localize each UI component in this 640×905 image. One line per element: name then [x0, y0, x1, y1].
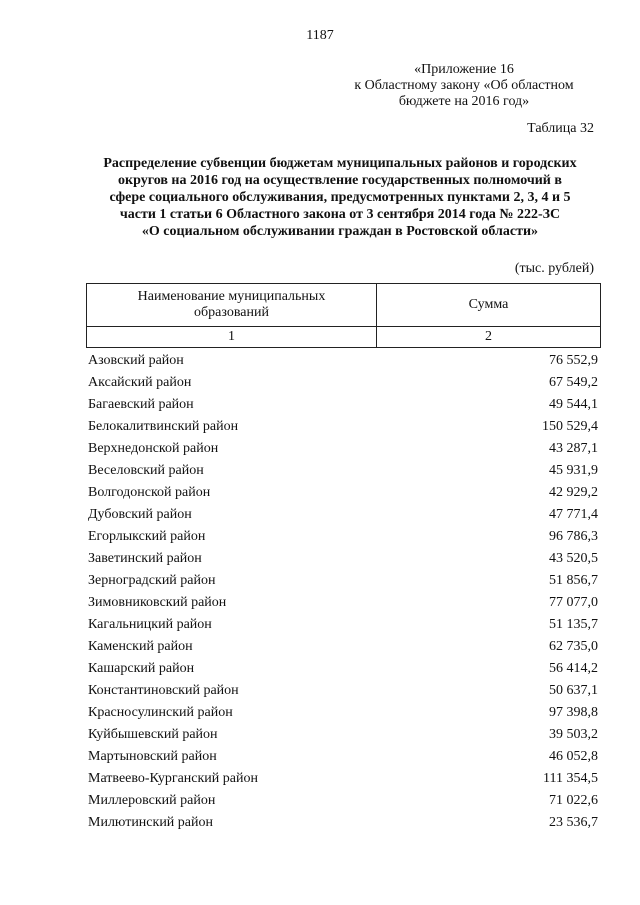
- table-row: [88, 680, 598, 702]
- municipality-name: Дубовский район: [88, 507, 192, 522]
- subsidy-amount: 23 536,7: [549, 815, 598, 830]
- appendix-line: бюджете на 2016 год»: [398, 94, 530, 109]
- municipality-name: Кагальницкий район: [88, 617, 212, 632]
- subsidy-amount: 46 052,8: [549, 749, 598, 764]
- subsidy-amount: 43 520,5: [549, 551, 598, 566]
- column-header-name: [87, 284, 377, 327]
- subsidy-amount: 43 287,1: [549, 441, 598, 456]
- table-row: [88, 416, 598, 438]
- appendix-line: «Приложение 16: [414, 62, 514, 77]
- municipality-name: Волгодонской район: [88, 485, 211, 500]
- table-header: [86, 283, 601, 348]
- title-line: Распределение субвенции бюджетам муниципальных районов и городских: [103, 156, 577, 171]
- column-header-line: Наименование муниципальных: [137, 289, 326, 304]
- subsidy-amount: 76 552,9: [549, 353, 598, 368]
- table-label: Таблица 32: [527, 121, 594, 136]
- table-row: [88, 548, 598, 570]
- subsidy-amount: 150 529,4: [542, 419, 598, 434]
- table-row: [88, 570, 598, 592]
- title-line: «О социальном обслуживании граждан в Ростовской области»: [141, 224, 539, 239]
- municipality-name: Азовский район: [88, 353, 184, 368]
- table-row: [88, 504, 598, 526]
- table-body: [88, 350, 598, 834]
- column-header-sum: Сумма: [377, 284, 601, 327]
- table-row: [88, 526, 598, 548]
- table-row: [88, 482, 598, 504]
- subsidy-amount: 71 022,6: [549, 793, 598, 808]
- municipality-name: Милютинский район: [88, 815, 214, 830]
- table-row: [88, 394, 598, 416]
- municipality-name: Зимовниковский район: [88, 595, 227, 610]
- municipality-name: Егорлыкский район: [88, 529, 206, 544]
- municipality-name: Багаевский район: [88, 397, 194, 412]
- page-number: 1187: [306, 28, 334, 43]
- subsidy-amount: 62 735,0: [549, 639, 598, 654]
- subsidy-amount: 111 354,5: [543, 771, 598, 786]
- municipality-name: Верхнедонской район: [88, 441, 219, 456]
- municipality-name: Заветинский район: [88, 551, 202, 566]
- subsidy-amount: 77 077,0: [549, 595, 598, 610]
- municipality-name: Константиновский район: [88, 683, 239, 698]
- title-line: сфере социального обслуживания, предусмотренных пунктами 2, 3, 4 и 5: [109, 190, 571, 205]
- subsidy-amount: 50 637,1: [549, 683, 598, 698]
- municipality-name: Зерноградский район: [88, 573, 216, 588]
- municipality-name: Красносулинский район: [88, 705, 233, 720]
- table-row: [88, 592, 598, 614]
- document-title: [80, 155, 600, 240]
- subsidy-amount: 96 786,3: [549, 529, 598, 544]
- municipality-name: Куйбышевский район: [88, 727, 218, 742]
- municipality-name: Мартыновский район: [88, 749, 217, 764]
- table-row: [88, 460, 598, 482]
- municipality-name: Миллеровский район: [88, 793, 216, 808]
- table-row: [88, 372, 598, 394]
- appendix-line: к Областному закону «Об областном: [354, 78, 574, 93]
- subsidy-amount: 49 544,1: [549, 397, 598, 412]
- municipality-name: Аксайский район: [88, 375, 192, 390]
- municipality-name: Каменский район: [88, 639, 193, 654]
- subsidy-amount: 47 771,4: [549, 507, 598, 522]
- units-label: (тыс. рублей): [514, 261, 594, 276]
- subsidy-amount: 42 929,2: [549, 485, 598, 500]
- municipality-name: Веселовский район: [88, 463, 204, 478]
- table-row: [88, 636, 598, 658]
- municipality-name: Матвеево-Курганский район: [88, 771, 258, 786]
- table-row: [88, 658, 598, 680]
- subsidy-amount: 56 414,2: [549, 661, 598, 676]
- column-header-line: образований: [194, 305, 269, 320]
- title-line: округов на 2016 год на осуществление государственных полномочий в: [118, 173, 562, 188]
- subsidy-amount: 97 398,8: [549, 705, 598, 720]
- municipality-name: Кашарский район: [88, 661, 195, 676]
- title-line: части 1 статьи 6 Областного закона от 3 сентября 2014 года № 222-ЗС: [119, 207, 561, 222]
- subsidy-amount: 39 503,2: [549, 727, 598, 742]
- table-row: [88, 812, 598, 834]
- table-row: [88, 438, 598, 460]
- municipality-name: Белокалитвинский район: [88, 419, 239, 434]
- table-row: [88, 702, 598, 724]
- subsidy-amount: 45 931,9: [549, 463, 598, 478]
- table-row: [88, 724, 598, 746]
- subsidy-amount: 67 549,2: [549, 375, 598, 390]
- table-row: [88, 350, 598, 372]
- subsidy-amount: 51 856,7: [549, 573, 598, 588]
- column-number-2: 2: [377, 327, 601, 348]
- table-row: [88, 790, 598, 812]
- appendix-reference: [334, 62, 594, 110]
- table-row: [88, 768, 598, 790]
- table-row: [88, 746, 598, 768]
- subsidy-amount: 51 135,7: [549, 617, 598, 632]
- column-number-1: 1: [87, 327, 377, 348]
- table-row: [88, 614, 598, 636]
